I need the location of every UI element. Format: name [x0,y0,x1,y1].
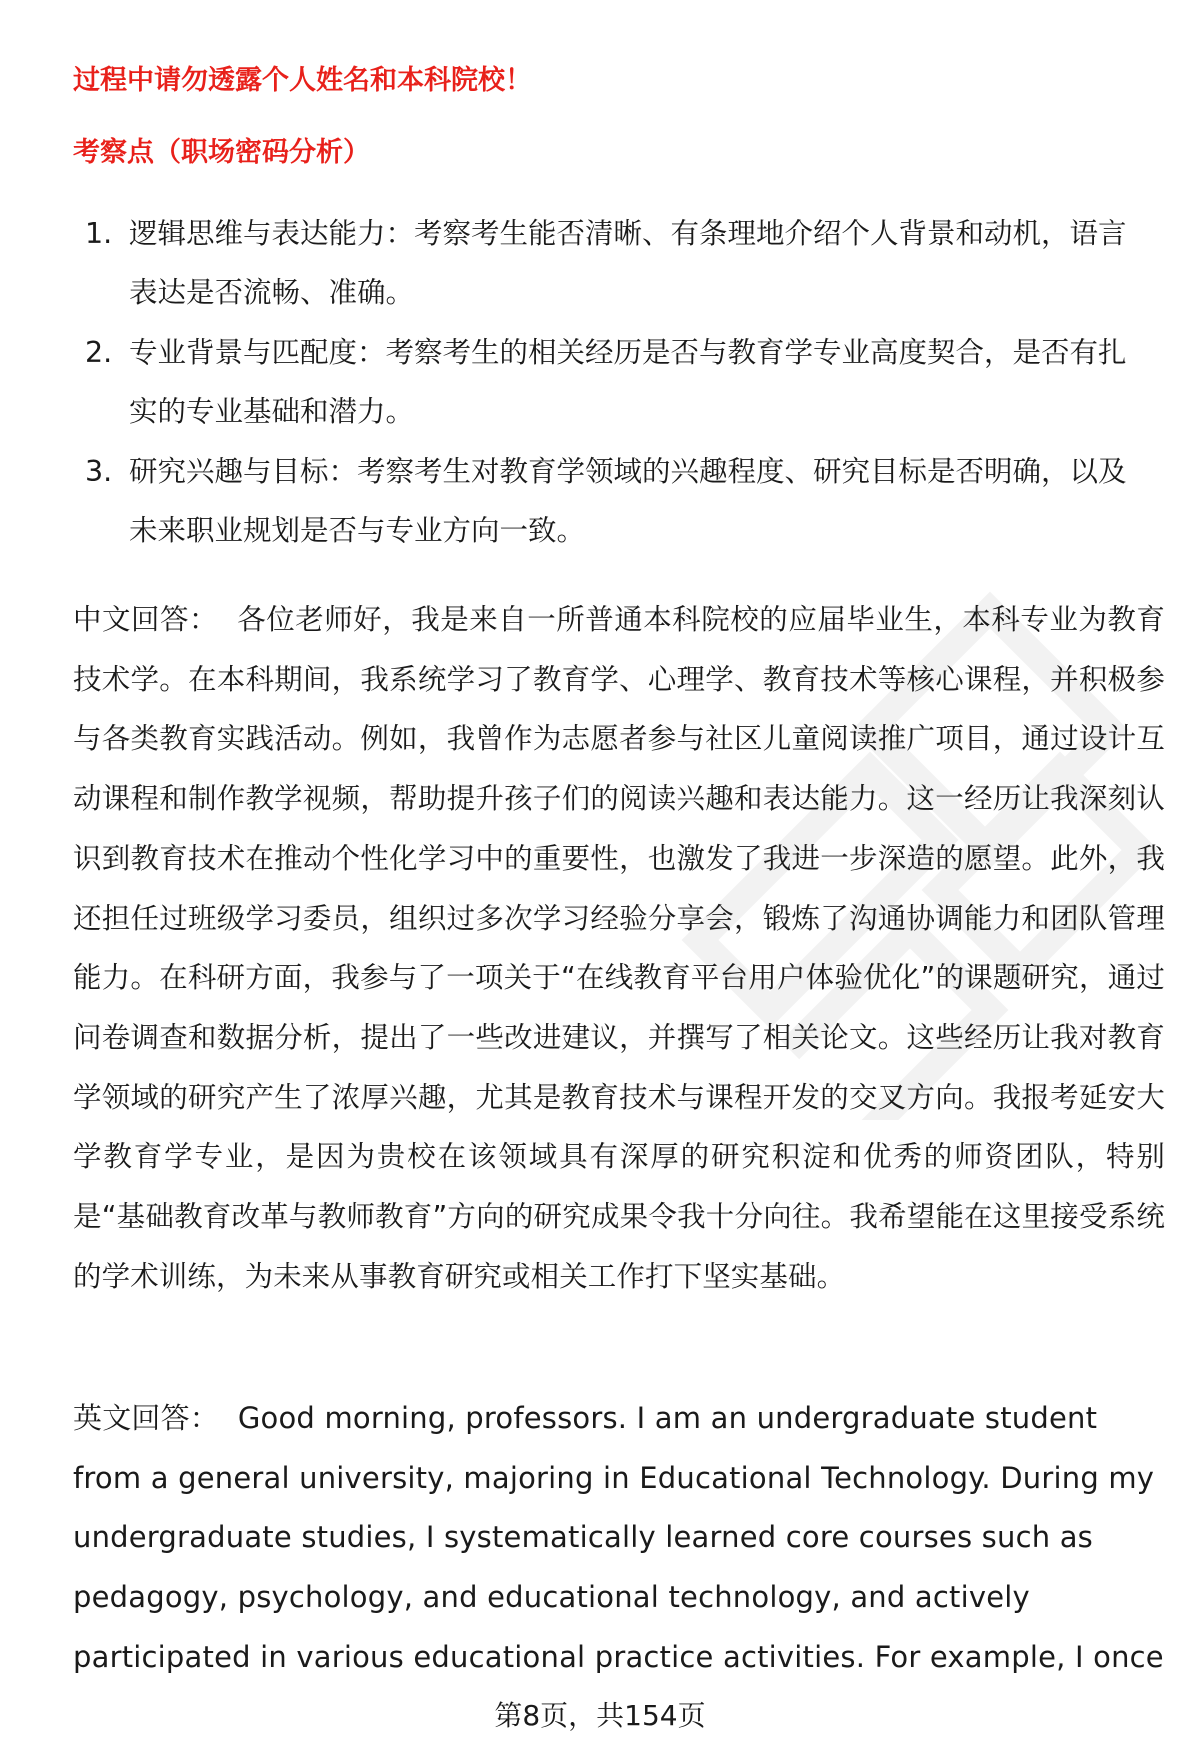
chinese-answer-text: 各位老师好，我是来自一所普通本科院校的应届毕业生，本科专业为教育技术学。在本科期间，我系统学习了教育学、心理学、教育技术等核心课程，并积极参与各类教育实践活动。例如，我曾作为志愿者参与社区儿童阅读推广项目，通过设计互动课程和制作教学视频，帮助提升孩子们的阅读兴趣和表达能力。这一经历让我深刻认识到教育技术在推动个性化学习中的重要性，也激发了我进一步深造的愿望。此外，我还担任过班级学习委员，组织过多次学习经验分享会，锻炼了沟通协调能力和团队管理能力。在科研方面，我参与了一项关于“在线教育平台用户体验优化”的课题研究，通过问卷调查和数据分析，提出了一些改进建议，并撰写了相关论文。这些经历让我对教育学领域的研究产生了浓厚兴趣，尤其是教育技术与课程开发的交叉方向。我报考延安大学教育学专业，是因为贵校在该领域具有深厚的研究积淀和优秀的师资团队，特别是“基础教育改革与教师教育”方向的研究成果令我十分向往。我希望能在这里接受系统的学术训练，为未来从事教育研究或相关工作打下坚实基础。 [73,603,1165,1293]
english-answer-text: Good morning, professors. I am an undergraduate student from a general university, majoring in Educational Technology. During my undergraduate studies, I systematically learned core courses such as pedagogy, psychology, and educational technology, and actively participated in various educational practice activities. For example, I once [73,1401,1164,1674]
list-number: 1. [85,217,113,250]
page-number-footer: 第8页，共154页 [494,1699,706,1732]
english-answer [73,1389,1165,1688]
list-item [73,204,1153,322]
section-heading: 考察点（职场密码分析） [73,137,370,168]
english-answer-label: 英文回答： [73,1401,220,1435]
list-item [73,323,1153,441]
list-text: 专业背景与匹配度：考察考生的相关经历是否与教育学专业高度契合，是否有扎实的专业基础和潜力。 [129,336,1127,428]
list-number: 2. [85,336,113,369]
privacy-warning: 过程中请勿透露个人姓名和本科院校！ [73,65,532,96]
list-text: 研究兴趣与目标：考察考生对教育学领域的兴趣程度、研究目标是否明确，以及未来职业规划是否与专业方向一致。 [129,455,1127,547]
list-number: 3. [85,455,113,488]
chinese-answer [73,590,1165,1306]
list-text: 逻辑思维与表达能力：考察考生能否清晰、有条理地介绍个人背景和动机，语言表达是否流畅、准确。 [129,217,1127,309]
chinese-answer-label: 中文回答： [73,603,219,636]
assessment-points-list [73,204,1153,561]
list-item [73,442,1153,560]
